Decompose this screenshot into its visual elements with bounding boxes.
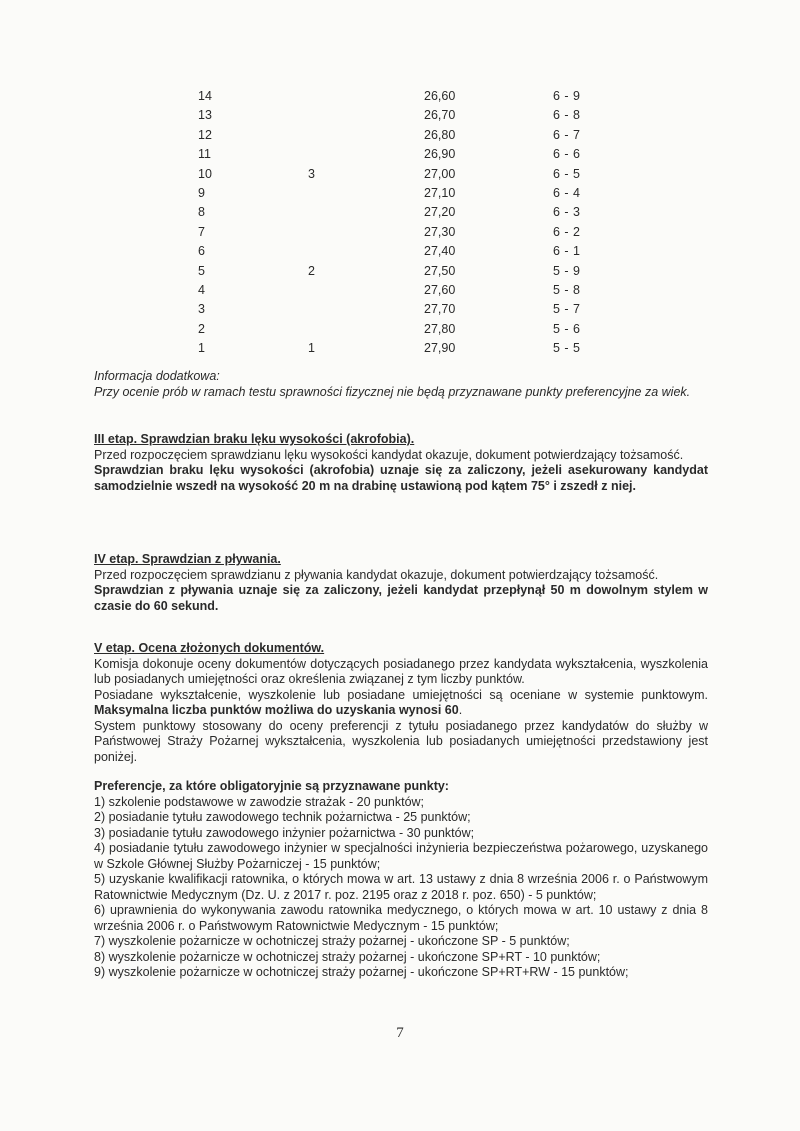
table-row — [0, 89, 800, 108]
score-table — [0, 89, 800, 360]
stage5-p2-start: Posiadane wykształcenie, wyszkolenie lub posiadane umiejętności są oceniane w systemie punktowym. — [94, 687, 708, 702]
stage5-p1: Komisja dokonuje oceny dokumentów dotyczących posiadanego przez kandydata wykształcenia, wyszkolenia lub posiadanych umiejętności oraz określenia związanej z tym liczby punktów. — [94, 656, 708, 686]
points-cell: 1 — [198, 341, 205, 356]
list-item: 6) uprawnienia do wykonywania zawodu ratownika medycznego, o których mowa w art. 10 ustawy z dnia 8 września 2006 r. o Państwowym Ratownictwie Medycznym - 15 punktów; — [94, 903, 708, 933]
points-cell: 5 — [198, 263, 205, 278]
table-row — [0, 264, 800, 283]
points-cell: 7 — [198, 224, 205, 239]
table-row — [0, 322, 800, 341]
time-cell: 27,10 — [424, 185, 456, 200]
list-item: 7) wyszkolenie pożarnicze w ochotniczej straży pożarnej - ukończone SP - 5 punktów; — [94, 934, 570, 948]
range-cell: 6 - 6 — [553, 147, 581, 162]
preference-cell: 2 — [308, 263, 315, 278]
range-cell: 5 - 5 — [553, 341, 581, 356]
range-cell: 6 - 7 — [553, 127, 581, 142]
list-item: 1) szkolenie podstawowe w zawodzie strażak - 20 punktów; — [94, 794, 425, 809]
list-item: 5) uzyskanie kwalifikacji ratownika, o których mowa w art. 13 ustawy z dnia 8 września 2006 r. o Państwowym Ratownictwie Medycznym (Dz. U. z 2017 r. poz. 2195 oraz z 2018 r. poz. 650) - 5 punktów; — [94, 872, 708, 902]
range-cell: 6 - 2 — [553, 224, 581, 239]
preference-cell: 1 — [308, 341, 315, 356]
range-cell: 6 - 5 — [553, 166, 581, 181]
points-cell: 4 — [198, 282, 205, 297]
table-row — [0, 186, 800, 205]
time-cell: 27,40 — [424, 244, 456, 259]
table-row — [0, 225, 800, 244]
table-row — [0, 147, 800, 166]
stage5-p2-bold: Maksymalna liczba punktów możliwa do uzyskania wynosi 60 — [94, 703, 459, 717]
table-row — [0, 283, 800, 302]
stage3-bold-text: Sprawdzian braku lęku wysokości (akrofobia) uznaje się za zaliczony, jeżeli asekurowany kandydat samodzielnie wszedł na wysokość 20 m na drabinę ustawioną pod kątem 75° i zszedł z niej. — [94, 463, 708, 493]
range-cell: 5 - 7 — [553, 302, 581, 317]
points-cell: 8 — [198, 205, 205, 220]
time-cell: 26,70 — [424, 108, 456, 123]
table-row — [0, 205, 800, 224]
points-cell: 3 — [198, 302, 205, 317]
points-cell: 9 — [198, 185, 205, 200]
time-cell: 27,90 — [424, 341, 456, 356]
points-cell: 11 — [198, 147, 211, 162]
list-item: 3) posiadanie tytułu zawodowego inżynier pożarnictwa - 30 punktów; — [94, 825, 475, 840]
stage4-text: Przed rozpoczęciem sprawdzianu z pływania kandydat okazuje, dokument potwierdzający tożsamość. — [94, 567, 659, 582]
points-cell: 13 — [198, 108, 212, 123]
preferences-section — [94, 779, 708, 981]
table-row — [0, 128, 800, 147]
time-cell: 27,80 — [424, 321, 456, 336]
time-cell: 27,20 — [424, 205, 456, 220]
preference-cell: 3 — [308, 166, 315, 181]
time-cell: 27,70 — [424, 302, 456, 317]
stage5-section — [94, 641, 708, 765]
stage5-p3: System punktowy stosowany do oceny preferencji z tytułu posiadanego przez kandydatów do służby w Państwowej Straży Pożarnej wykształcenia, wyszkolenia lub posiadanych umiejętności przedstawiony jest poniżej. — [94, 718, 708, 764]
time-cell: 27,60 — [424, 282, 456, 297]
time-cell: 27,50 — [424, 263, 456, 278]
list-item: 2) posiadanie tytułu zawodowego technik pożarnictwa - 25 punktów; — [94, 810, 471, 824]
preferences-heading: Preferencje, za które obligatoryjnie są przyznawane punkty: — [94, 779, 449, 793]
points-cell: 10 — [198, 166, 212, 181]
time-cell: 27,30 — [424, 224, 456, 239]
points-cell: 6 — [198, 244, 205, 259]
info-label: Informacja dodatkowa: — [94, 369, 220, 383]
range-cell: 5 - 8 — [553, 282, 581, 297]
range-cell: 5 - 6 — [553, 321, 581, 336]
table-row — [0, 341, 800, 360]
info-text: Przy ocenie prób w ramach testu sprawności fizycznej nie będą przyznawane punkty preferencyjne za wiek. — [94, 384, 691, 399]
points-cell: 12 — [198, 127, 212, 142]
additional-info — [94, 369, 708, 400]
points-cell: 14 — [198, 89, 212, 103]
stage3-text: Przed rozpoczęciem sprawdzianu lęku wysokości kandydat okazuje, dokument potwierdzający tożsamość. — [94, 447, 684, 462]
stage5-p2-end: . — [458, 703, 463, 717]
range-cell: 5 - 9 — [553, 263, 581, 278]
stage5-p2 — [94, 688, 708, 719]
page-number: 7 — [396, 1025, 404, 1041]
range-cell: 6 - 1 — [553, 244, 581, 259]
table-row — [0, 167, 800, 186]
stage4-heading: IV etap. Sprawdzian z pływania. — [94, 552, 281, 566]
time-cell: 26,80 — [424, 127, 456, 142]
preferences-list — [94, 795, 708, 981]
table-row — [0, 108, 800, 127]
list-item: 8) wyszkolenie pożarnicze w ochotniczej straży pożarnej - ukończone SP+RT - 10 punktów; — [94, 949, 601, 964]
stage4-bold-text: Sprawdzian z pływania uznaje się za zaliczony, jeżeli kandydat przepłynął 50 m dowolnym stylem w czasie do 60 sekund. — [94, 583, 708, 613]
list-item: 4) posiadanie tytułu zawodowego inżynier w specjalności inżynieria bezpieczeństwa pożarowego, uzyskanego w Szkole Głównej Służby Pożarniczej - 15 punktów; — [94, 841, 708, 871]
range-cell: 6 - 9 — [553, 89, 581, 103]
list-item: 9) wyszkolenie pożarnicze w ochotniczej straży pożarnej - ukończone SP+RT+RW - 15 punktów; — [94, 965, 629, 979]
time-cell: 27,00 — [424, 166, 456, 181]
stage3-heading: III etap. Sprawdzian braku lęku wysokości (akrofobia). — [94, 432, 415, 446]
range-cell: 6 - 8 — [553, 108, 581, 123]
range-cell: 6 - 4 — [553, 185, 581, 200]
stage4-section — [94, 552, 708, 614]
range-cell: 6 - 3 — [553, 205, 581, 220]
table-row — [0, 244, 800, 263]
stage3-section — [94, 432, 708, 494]
time-cell: 26,90 — [424, 147, 456, 162]
stage5-heading: V etap. Ocena złożonych dokumentów. — [94, 641, 325, 655]
points-cell: 2 — [198, 321, 205, 336]
time-cell: 26,60 — [424, 89, 456, 103]
table-row — [0, 302, 800, 321]
